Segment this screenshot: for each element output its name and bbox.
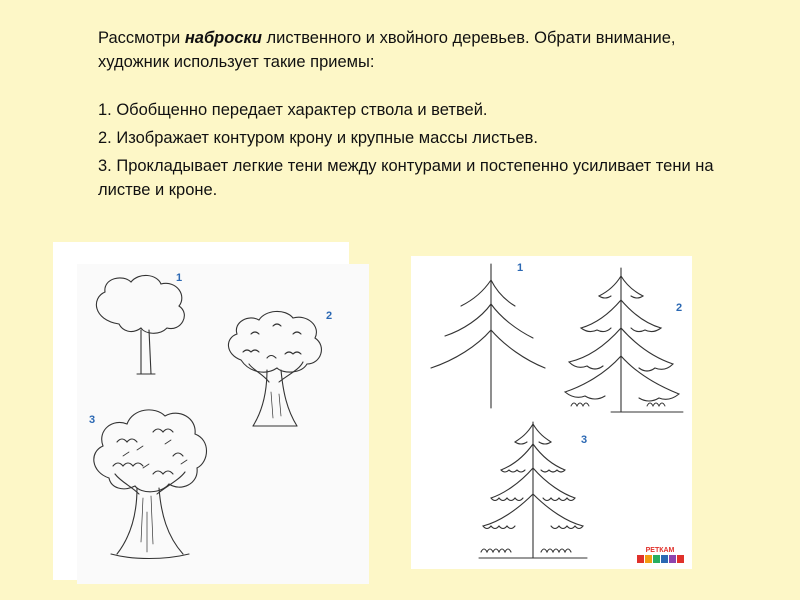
logo-block <box>669 555 676 563</box>
technique-item-1: 1. Обобщенно передает характер ствола и ветвей. <box>98 101 488 119</box>
coniferous-tree-sketches <box>411 256 692 569</box>
sketch-label-1: 1 <box>176 272 183 284</box>
logo-block <box>653 555 660 563</box>
coniferous-tree-stage-1 <box>431 264 545 408</box>
intro-suffix: лиственного и хвойного деревьев. Обрати внимание, художник использует такие приемы: <box>98 29 676 71</box>
logo-top-text: РЕТКАМ <box>645 547 675 554</box>
sketch-label-2: 2 <box>326 310 333 322</box>
conifer-label-2: 2 <box>676 302 683 314</box>
deciduous-tree-stage-3 <box>94 410 207 559</box>
instruction-text <box>98 26 738 206</box>
logo-block <box>645 555 652 563</box>
coniferous-tree-stage-3 <box>479 422 587 558</box>
site-logo <box>634 546 686 563</box>
conifer-label-1: 1 <box>517 262 524 274</box>
deciduous-tree-stage-1 <box>96 275 184 374</box>
conifer-label-3: 3 <box>581 434 588 446</box>
intro-paragraph <box>98 26 738 74</box>
logo-block <box>677 555 684 563</box>
coniferous-tree-stage-2 <box>565 268 683 412</box>
intro-prefix: Рассмотри <box>98 29 185 47</box>
deciduous-tree-sketches <box>53 242 349 580</box>
technique-item-3: 3. Прокладывает легкие тени между контурами и постепенно усиливает тени на листве и кроне. <box>98 157 714 199</box>
logo-block <box>661 555 668 563</box>
deciduous-tree-stage-2 <box>228 311 321 426</box>
coniferous-trees-drawing <box>411 256 692 569</box>
intro-bold-word: наброски <box>184 29 262 47</box>
logo-bottom-blocks <box>634 555 686 563</box>
technique-item-2: 2. Изображает контуром крону и крупные массы листьев. <box>98 129 539 147</box>
deciduous-trees-drawing <box>53 242 349 580</box>
logo-block <box>637 555 644 563</box>
sketch-label-3: 3 <box>89 414 96 426</box>
